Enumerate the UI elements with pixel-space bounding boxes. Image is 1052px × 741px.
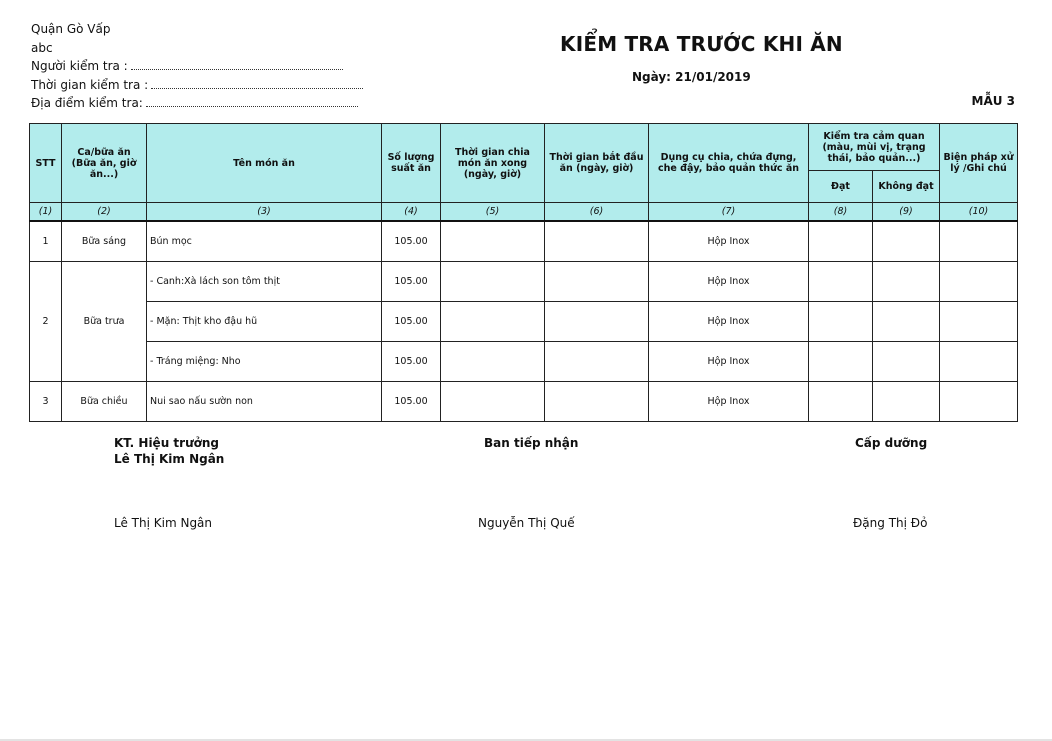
index-cell: (2) bbox=[62, 203, 147, 222]
header-meal: Ca/bữa ăn (Bữa ăn, giờ ăn...) bbox=[62, 124, 147, 203]
header-split-time: Thời gian chia món ăn xong (ngày, giờ) bbox=[441, 124, 545, 203]
inspection-table bbox=[29, 123, 1018, 422]
header-info bbox=[31, 20, 363, 113]
header-start-time: Thời gian bắt đầu ăn (ngày, giờ) bbox=[545, 124, 649, 203]
cell-fail[interactable] bbox=[873, 221, 940, 262]
cell-split-time[interactable] bbox=[441, 262, 545, 302]
table-row bbox=[30, 221, 1018, 262]
document-title: KIỂM TRA TRƯỚC KHI ĂN bbox=[560, 32, 843, 56]
header-dish: Tên món ăn bbox=[147, 124, 382, 203]
cell-dish: Nui sao nấu sườn non bbox=[147, 382, 382, 422]
receiver-name: Nguyễn Thị Quế bbox=[478, 516, 575, 530]
receiver-title: Ban tiếp nhận bbox=[484, 436, 579, 450]
cell-portions: 105.00 bbox=[382, 302, 441, 342]
principal-name: Lê Thị Kim Ngân bbox=[114, 516, 213, 530]
inspector-line bbox=[31, 57, 363, 76]
time-label: Thời gian kiểm tra : bbox=[31, 77, 149, 92]
cell-dish: - Canh:Xà lách son tôm thịt bbox=[147, 262, 382, 302]
cell-split-time[interactable] bbox=[441, 382, 545, 422]
cell-dish: - Mặn: Thịt kho đậu hũ bbox=[147, 302, 382, 342]
header-notes: Biện pháp xử lý /Ghi chú bbox=[940, 124, 1018, 203]
header-portions: Số lượng suất ăn bbox=[382, 124, 441, 203]
cell-pass[interactable] bbox=[809, 262, 873, 302]
header-tools: Dụng cụ chia, chứa đựng, che đậy, bảo quản thức ăn bbox=[649, 124, 809, 203]
principal-title: KT. Hiệu trưởng bbox=[114, 436, 219, 450]
index-cell: (10) bbox=[940, 203, 1018, 222]
table-row bbox=[30, 302, 1018, 342]
table-row bbox=[30, 262, 1018, 302]
cell-notes[interactable] bbox=[940, 342, 1018, 382]
cell-fail[interactable] bbox=[873, 262, 940, 302]
cell-fail[interactable] bbox=[873, 302, 940, 342]
header-stt: STT bbox=[30, 124, 62, 203]
index-cell: (5) bbox=[441, 203, 545, 222]
document-date: Ngày: 21/01/2019 bbox=[632, 70, 751, 84]
cell-fail[interactable] bbox=[873, 342, 940, 382]
cell-start-time[interactable] bbox=[545, 302, 649, 342]
cell-fail[interactable] bbox=[873, 382, 940, 422]
index-cell: (3) bbox=[147, 203, 382, 222]
cell-tools: Hộp Inox bbox=[649, 382, 809, 422]
cell-stt: 2 bbox=[30, 262, 62, 382]
cell-split-time[interactable] bbox=[441, 302, 545, 342]
cell-portions: 105.00 bbox=[382, 382, 441, 422]
index-cell: (1) bbox=[30, 203, 62, 222]
school-name: abc bbox=[31, 40, 53, 55]
cell-tools: Hộp Inox bbox=[649, 302, 809, 342]
cell-stt: 1 bbox=[30, 221, 62, 262]
cell-dish: - Tráng miệng: Nho bbox=[147, 342, 382, 382]
cell-notes[interactable] bbox=[940, 302, 1018, 342]
cell-dish: Bún mọc bbox=[147, 221, 382, 262]
cell-split-time[interactable] bbox=[441, 221, 545, 262]
place-line bbox=[31, 94, 363, 113]
inspector-blank bbox=[131, 58, 343, 70]
index-cell: (7) bbox=[649, 203, 809, 222]
cell-portions: 105.00 bbox=[382, 342, 441, 382]
cell-notes[interactable] bbox=[940, 262, 1018, 302]
index-cell: (9) bbox=[873, 203, 940, 222]
cell-split-time[interactable] bbox=[441, 342, 545, 382]
cell-start-time[interactable] bbox=[545, 342, 649, 382]
index-cell: (4) bbox=[382, 203, 441, 222]
cell-portions: 105.00 bbox=[382, 262, 441, 302]
cell-start-time[interactable] bbox=[545, 221, 649, 262]
header-fail: Không đạt bbox=[873, 171, 940, 203]
cell-meal: Bữa trưa bbox=[62, 262, 147, 382]
index-cell: (6) bbox=[545, 203, 649, 222]
cell-stt: 3 bbox=[30, 382, 62, 422]
place-label: Địa điểm kiểm tra: bbox=[31, 96, 143, 110]
cell-meal: Bữa sáng bbox=[62, 221, 147, 262]
district: Quận Gò Vấp bbox=[31, 22, 111, 36]
index-cell: (8) bbox=[809, 203, 873, 222]
time-line bbox=[31, 76, 363, 95]
cell-notes[interactable] bbox=[940, 221, 1018, 262]
cell-tools: Hộp Inox bbox=[649, 342, 809, 382]
header-pass: Đạt bbox=[809, 171, 873, 203]
cook-name: Đặng Thị Đỏ bbox=[853, 516, 928, 530]
cell-portions: 105.00 bbox=[382, 221, 441, 262]
cell-tools: Hộp Inox bbox=[649, 221, 809, 262]
cell-meal: Bữa chiều bbox=[62, 382, 147, 422]
time-blank bbox=[151, 77, 363, 89]
cell-start-time[interactable] bbox=[545, 262, 649, 302]
index-row bbox=[30, 203, 1018, 222]
cell-pass[interactable] bbox=[809, 302, 873, 342]
header-sensory: Kiểm tra cảm quan (màu, mùi vị, trạng thái, bảo quản...) bbox=[809, 124, 940, 171]
place-blank bbox=[146, 95, 358, 107]
cell-pass[interactable] bbox=[809, 342, 873, 382]
inspector-label: Người kiểm tra : bbox=[31, 59, 128, 73]
cell-notes[interactable] bbox=[940, 382, 1018, 422]
cell-tools: Hộp Inox bbox=[649, 262, 809, 302]
cook-title: Cấp dưỡng bbox=[855, 436, 928, 450]
cell-pass[interactable] bbox=[809, 382, 873, 422]
principal-subtitle: Lê Thị Kim Ngân bbox=[114, 452, 225, 466]
table-row bbox=[30, 382, 1018, 422]
cell-start-time[interactable] bbox=[545, 382, 649, 422]
cell-pass[interactable] bbox=[809, 221, 873, 262]
form-number: MẪU 3 bbox=[971, 94, 1015, 108]
table-row bbox=[30, 342, 1018, 382]
